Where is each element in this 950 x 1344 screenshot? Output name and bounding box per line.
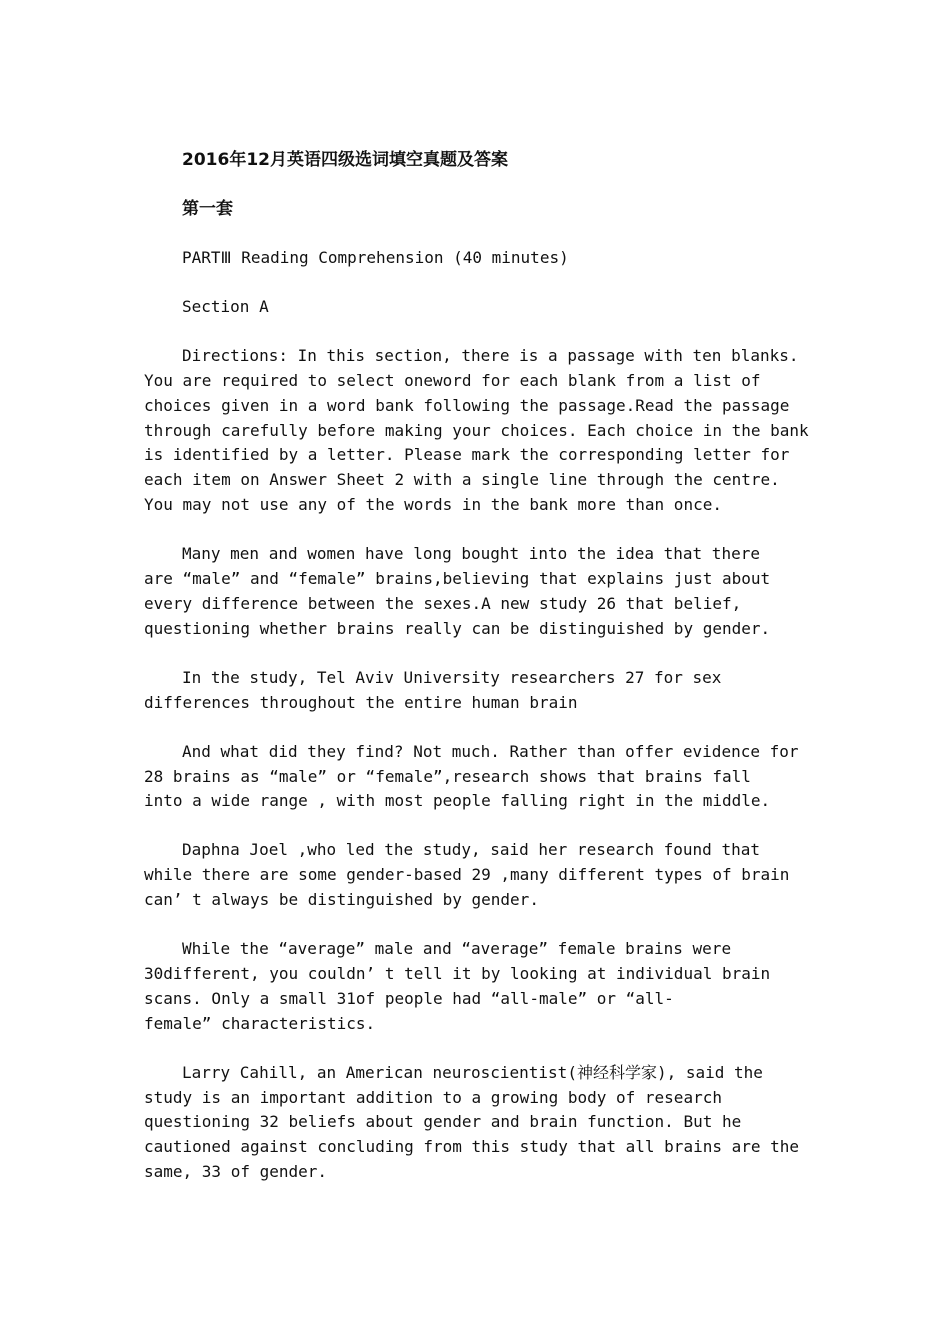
passage-paragraph: Larry Cahill, an American neuroscientist(神经科学家), said the study is an important addition to a growing body of research questioning 32 beliefs about gender and brain function. But he cautioned against concluding from this study that all brains are the same, 33 of gender.	[144, 1062, 800, 1182]
section-heading: Section A	[182, 296, 269, 316]
part-heading: PARTⅢ Reading Comprehension (40 minutes)	[182, 248, 569, 267]
document-title: 2016年12月英语四级选词填空真题及答案	[182, 150, 508, 170]
passage-paragraph: In the study, Tel Aviv University researchers 27 for sex differences throughout the entire human brain	[144, 667, 722, 712]
passage-paragraph: While the “average” male and “average” female brains were 30different, you couldn’ t tell it by looking at individual brain scans. Only a small 31of people had “all-male” or “all- female” characteristics.	[144, 939, 771, 1033]
passage-paragraph: And what did they find? Not much. Rather than offer evidence for 28 brains as “male” or “female”,research shows that brains fall into a wide range , with most people falling right in the middle.	[144, 741, 799, 811]
directions-paragraph: Directions: In this section, there is a passage with ten blanks. You are required to select oneword for each blank from a list of choices given in a word bank following the passage.Read the passage through carefully before making your choices. Each choice in the bank is identified by a letter. Please mark the corresponding letter for each item on Answer Sheet 2 with a single line through the centre. You may not use any of the words in the bank more than once.	[144, 345, 809, 515]
set-label: 第一套	[182, 199, 233, 219]
document-body	[144, 148, 812, 1209]
passage-paragraph: Many men and women have long bought into the idea that there are “male” and “female” brains,believing that explains just about every difference between the sexes.A new study 26 that belief, questioning whether brains really can be distinguished by gender.	[144, 544, 771, 638]
passage-paragraph: Daphna Joel ,who led the study, said her research found that while there are some gender‑based 29 ,many different types of brain can’ t always be distinguished by gender.	[144, 840, 790, 910]
